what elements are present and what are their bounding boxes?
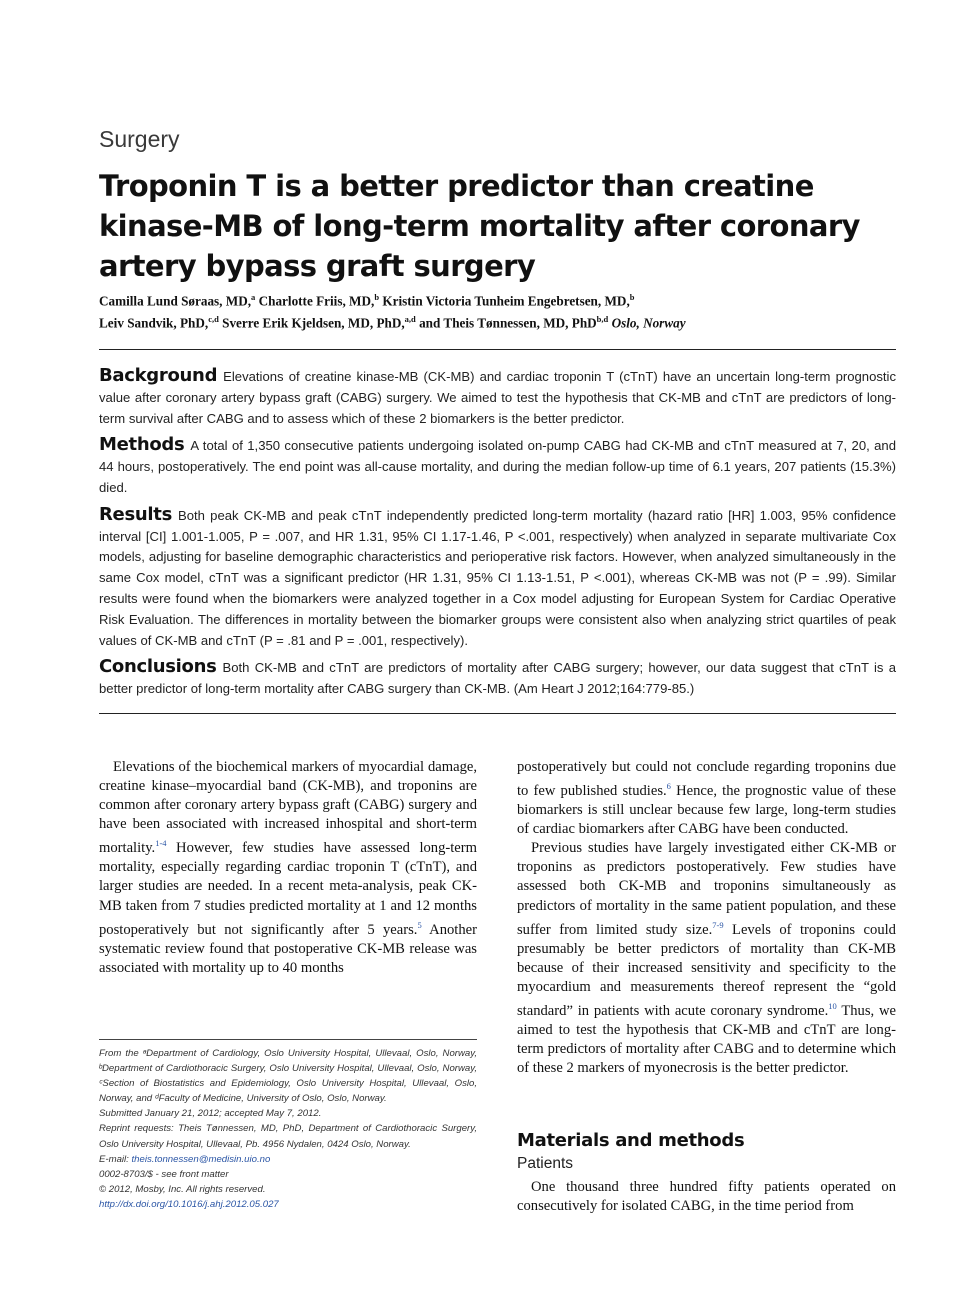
abstract-heading: Background bbox=[99, 365, 218, 386]
article-title: Troponin T is a better predictor than creatine kinase-MB of long-term mortality after coronary artery bypass graft surgery bbox=[99, 169, 860, 283]
email-note bbox=[99, 1152, 477, 1167]
abstract-conclusions bbox=[99, 657, 896, 700]
affiliation-marker: b,d bbox=[596, 314, 609, 325]
author-name: Sverre Erik Kjeldsen, MD, PhD, bbox=[222, 315, 405, 331]
affiliation-marker: c,d bbox=[208, 314, 219, 325]
body-column-left bbox=[99, 758, 477, 978]
abstract-top-rule bbox=[99, 349, 896, 350]
affiliation-marker: b bbox=[629, 292, 635, 302]
abstract-text: A total of 1,350 consecutive patients undergoing isolated on-pump CABG had CK-MB and cTnT measured at 7, 20, and 44 hours, postoperatively. The end point was all-cause mortality, and during the median follow-up time of 6.1 years, 207 patients (15.3%) died. bbox=[99, 438, 896, 495]
affiliations-note: From the ᵃDepartment of Cardiology, Oslo University Hospital, Ullevaal, Oslo, Norway, ᵇDepartment of Cardiothoracic Surgery, Oslo University Hospital, Ullevaal, Oslo, Norway, ᶜSection of Biostatistics and Epidemiology, Oslo University Hospital, Ullevaal, Oslo, Norway, and ᵈFaculty of Medicine, University of Oslo, Oslo, Norway. bbox=[99, 1048, 477, 1105]
section-label: Surgery bbox=[99, 126, 180, 152]
abstract-heading: Conclusions bbox=[99, 656, 217, 678]
reprint-note: Reprint requests: Theis Tønnessen, MD, PhD, Department of Cardiothoracic Surgery, Oslo University Hospital, Ullevaal, Pb. 4956 Nydalen, 0424 Oslo, Norway. bbox=[99, 1123, 477, 1150]
body-paragraph bbox=[517, 758, 896, 839]
abstract-heading: Methods bbox=[99, 434, 185, 456]
citation-link[interactable]: 1-4 bbox=[155, 838, 167, 849]
footnotes bbox=[99, 1046, 477, 1212]
abstract-methods bbox=[99, 435, 896, 498]
author-name: Camilla Lund Søraas, MD, bbox=[99, 293, 252, 309]
body-text: Previous studies have largely investigated either CK-MB or troponins as predictors postoperatively. Few studies have assessed both CK-MB and troponins simultaneously as predictors of mortality in the same patient population, and these suffer from limited study size. bbox=[517, 840, 896, 938]
abstract-background bbox=[99, 366, 896, 429]
abstract-results bbox=[99, 505, 896, 652]
body-text: However, few studies have assessed long-term mortality, especially regarding cardiac troponin T (cTnT), and larger studies are needed. In a recent meta-analysis, peak CK-MB taken from 7 studies predicted mortality at 1 and 12 months postoperatively but not significantly after 5 years. bbox=[99, 840, 477, 938]
affiliation-marker: a bbox=[251, 292, 256, 302]
abstract-text: Elevations of creatine kinase-MB (CK-MB) and cardiac troponin T (cTnT) have an uncertain long-term prognostic value after coronary artery bypass graft (CABG) surgery. We aimed to test the hypothesis that CK-MB and cTnT are predictors of long-term survival after CABG and to assess which of these 2 biomarkers is the better predictor. bbox=[99, 369, 896, 426]
citation-link[interactable]: 6 bbox=[666, 781, 671, 792]
abstract-text: Both CK-MB and cTnT are predictors of mortality after CABG surgery; however, our data suggest that cTnT is a better predictor of long-term mortality after CABG surgery than CK-MB. (Am Heart J 2012;164:779-85.) bbox=[99, 660, 896, 697]
body-text: Another systematic review found that postoperative CK-MB release was associated with mortality up to 40 months bbox=[99, 921, 477, 976]
citation-link[interactable]: 10 bbox=[828, 1000, 837, 1011]
email-label: E-mail: bbox=[99, 1153, 132, 1165]
body-text: Thus, we aimed to test the hypothesis that CK-MB and cTnT are long-term predictors of mortality after CABG and to determine which of these 2 markers of myonecrosis is the better predictor. bbox=[517, 1002, 896, 1076]
author-list bbox=[99, 288, 899, 333]
author-name: Charlotte Friis, MD, bbox=[258, 293, 375, 309]
body-paragraph bbox=[517, 839, 896, 1078]
author-name: Kristin Victoria Tunheim Engebretsen, MD, bbox=[382, 293, 630, 309]
body-paragraph bbox=[99, 758, 477, 978]
abstract-heading: Results bbox=[99, 503, 172, 525]
author-name: Leiv Sandvik, PhD, bbox=[99, 315, 209, 331]
abstract bbox=[99, 366, 896, 706]
body-text: Elevations of the biochemical markers of myocardial damage, creatine kinase–myocardial band (CK-MB), and troponins are common after coronary artery bypass graft (CABG) surgery and have been associated with increased inhospital and short-term mortality. bbox=[99, 759, 477, 857]
subsection-heading: Patients bbox=[517, 1155, 574, 1172]
body-text: postoperatively but could not conclude regarding troponins due to few published studies. bbox=[517, 759, 896, 799]
abstract-bottom-rule bbox=[99, 713, 896, 714]
copyright-note: © 2012, Mosby, Inc. All rights reserved. bbox=[99, 1183, 266, 1195]
body-column-right bbox=[517, 758, 896, 1078]
footnote-rule bbox=[99, 1039, 477, 1040]
citation-link[interactable]: 5 bbox=[417, 919, 422, 930]
affiliation-marker: a,d bbox=[404, 314, 416, 325]
body-text: Levels of troponins could presumably be better predictors of mortality than CK-MB because of their increased sensitivity and specificity to the myocardium and measurements thereof represent the “gold standard” in patients with acute coronary syndrome. bbox=[517, 921, 896, 1019]
doi-link[interactable]: http://dx.doi.org/10.1016/j.ahj.2012.05.027 bbox=[99, 1198, 279, 1210]
section-heading: Materials and methods bbox=[517, 1130, 745, 1151]
affiliation-marker: b bbox=[374, 292, 380, 302]
body-column-right-continued bbox=[517, 1178, 896, 1216]
citation-link[interactable]: 7-9 bbox=[712, 919, 724, 930]
issn-note: 0002-8703/$ - see front matter bbox=[99, 1168, 229, 1180]
abstract-text: Both peak CK-MB and peak cTnT independently predicted long-term mortality (hazard ratio [HR] 1.003, 95% confidence interval [CI] 1.001-1.005, P = .007, and HR 1.31, 95% CI 1.17-1.46, P <.001, respectively) when analyzed in separate multivariate Cox models, adjusting for baseline demographic characteristics and perioperative risk factors. However, when analyzed simultaneously in the same Cox model, cTnT was a significant predictor (HR 1.31, 95% CI 1.13-1.51, P <.001), whereas CK-MB was not (P = .99). Similar results were found when the biomarkers were analyzed together in a Cox model adjusting for European System for Cardiac Operative Risk Evaluation. The differences in mortality between the biomarker groups were consistent also when analyzing strict quartiles of peak values of CK-MB and cTnT (P = .81 and P = .001, respectively). bbox=[99, 507, 896, 648]
author-name: and Theis Tønnessen, MD, PhD bbox=[419, 315, 597, 331]
body-text: Hence, the prognostic value of these biomarkers is still unclear because few large, long-term studies of cardiac biomarkers after CABG have been conducted. bbox=[517, 782, 896, 838]
email-link[interactable]: theis.tonnessen@medisin.uio.no bbox=[131, 1153, 271, 1165]
submission-note: Submitted January 21, 2012; accepted May 7, 2012. bbox=[99, 1108, 322, 1120]
body-paragraph: One thousand three hundred fifty patients operated on consecutively for isolated CABG, in the time period from bbox=[517, 1179, 896, 1215]
author-location: Oslo, Norway bbox=[611, 315, 686, 331]
